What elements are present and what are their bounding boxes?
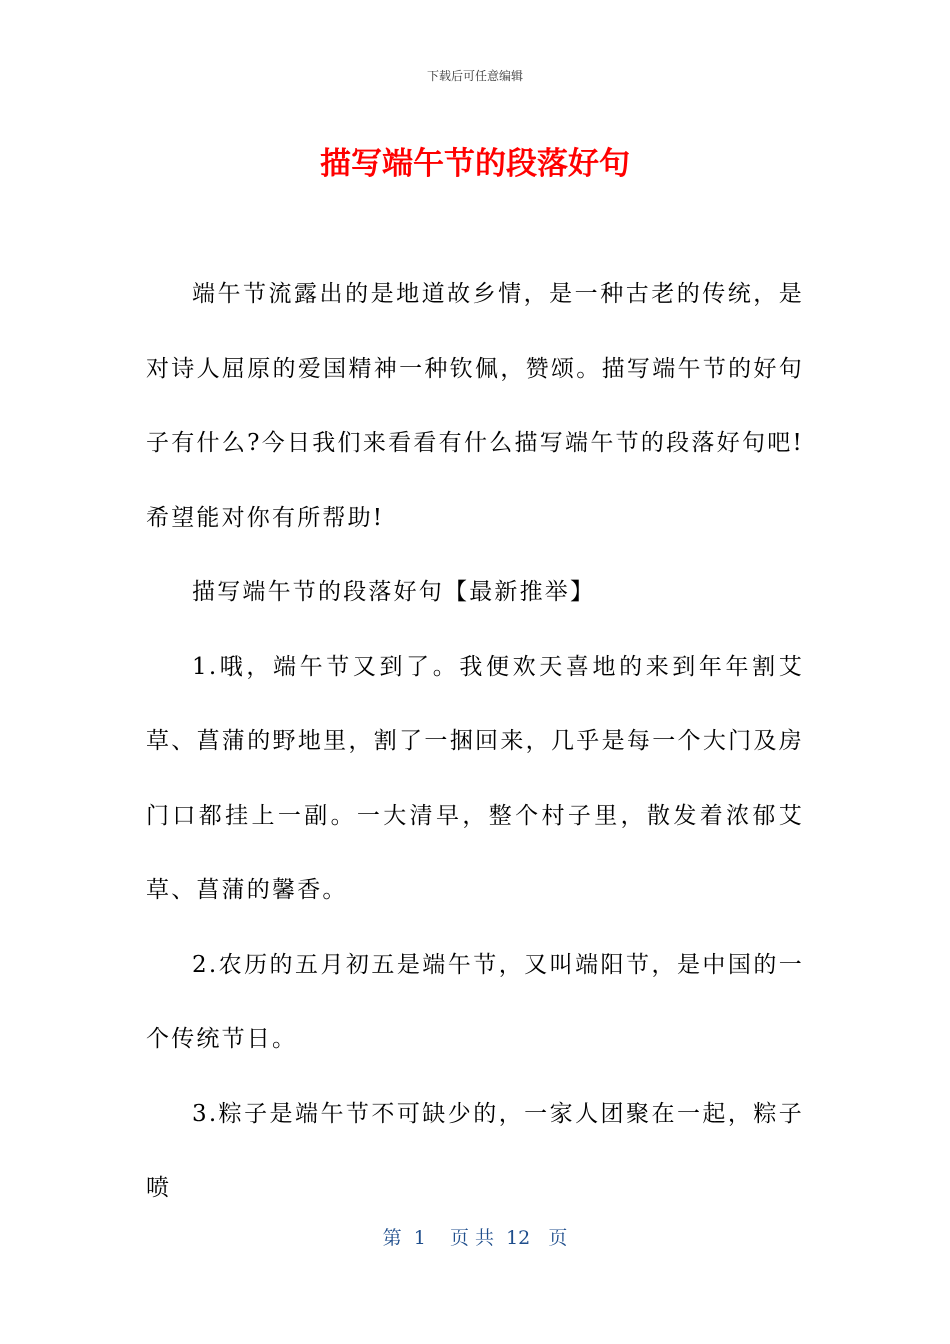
document-title: 描写端午节的段落好句: [320, 146, 630, 182]
document-body: [146, 257, 804, 1226]
header-note: 下载后可任意编辑: [426, 69, 523, 83]
paragraph-item-1: 1.哦，端午节又到了。我便欢天喜地的来到年年割艾草、菖蒲的野地里，割了一捆回来，几乎是每一个大门及房门口都挂上一副。一大清早，整个村子里，散发着浓郁艾草、菖蒲的馨香。: [146, 653, 804, 903]
page-footer: 第 1 页 共 12 页: [382, 1227, 568, 1249]
paragraph-section-heading: 描写端午节的段落好句【最新推举】: [192, 579, 596, 605]
paragraph-item-3: 3.粽子是端午节不可缺少的，一家人团聚在一起，粽子喷: [146, 1100, 804, 1201]
paragraph-intro: 端午节流露出的是地道故乡情，是一种古老的传统，是对诗人屈原的爱国精神一种钦佩，赞颂。描写端午节的好句子有什么?今日我们来看看有什么描写端午节的段落好句吧!希望能对你有所帮助!: [146, 281, 804, 531]
paragraph-item-2: 2.农历的五月初五是端午节，又叫端阳节，是中国的一个传统节日。: [146, 951, 804, 1052]
